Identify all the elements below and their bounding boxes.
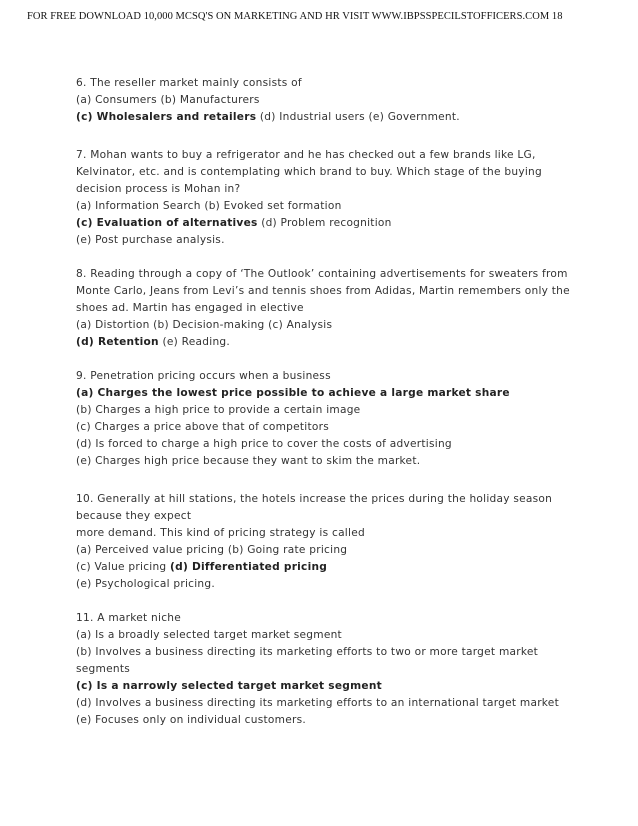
answer-highlight: (a) Charges the lowest price possible to achieve a large market share [76,387,510,399]
option-line: (b) Charges a high price to provide a certain image [76,404,361,416]
option-line: (d) Involves a business directing its marketing efforts to an international target market [76,697,559,709]
question-7 [76,147,576,249]
option-line: (d) Is forced to charge a high price to cover the costs of advertising [76,438,452,450]
option-line: (b) Involves a business directing its marketing efforts to two or more target market [76,646,539,658]
answer-highlight: (d) Differentiated pricing [170,561,328,573]
option-line: (a) Distortion (b) Decision-making (c) Analysis [76,319,333,331]
option-line [76,109,576,126]
question-text: decision process is Mohan in? [76,183,241,195]
question-text: 7. Mohan wants to buy a refrigerator and he has checked out a few brands like LG, [76,149,536,161]
answer-highlight: (d) Retention [76,336,159,348]
page-header: FOR FREE DOWNLOAD 10,000 MCSQ'S ON MARKETING AND HR VISIT WWW.IBPSSPECILSTOFFICERS.COM 18 [27,11,563,22]
question-text: 11. A market niche [76,612,182,624]
option-line [76,678,576,695]
option-line: (e) Focuses only on individual customers. [76,714,306,726]
option-line: (a) Information Search (b) Evoked set formation [76,200,342,212]
option-text: (d) Industrial users (e) Government. [256,111,460,123]
option-line: (c) Charges a price above that of competitors [76,421,329,433]
option-line [76,334,576,351]
question-text: 6. The reseller market mainly consists of [76,77,302,89]
question-text: shoes ad. Martin has engaged in elective [76,302,304,314]
option-line: (a) Is a broadly selected target market segment [76,629,342,641]
question-9 [76,368,576,470]
option-line [76,385,576,402]
question-text: 9. Penetration pricing occurs when a business [76,370,331,382]
option-line: (e) Psychological pricing. [76,578,215,590]
question-text: Monte Carlo, Jeans from Levi’s and tennis shoes from Adidas, Martin remembers only the [76,285,570,297]
answer-highlight: (c) Evaluation of alternatives [76,217,258,229]
option-line [76,215,576,232]
question-text: Kelvinator, etc. and is contemplating which brand to buy. Which stage of the buying [76,166,542,178]
question-6 [76,75,576,126]
option-line: (a) Consumers (b) Manufacturers [76,94,260,106]
question-11 [76,610,576,729]
answer-highlight: (c) Is a narrowly selected target market segment [76,680,382,692]
question-list [76,75,576,729]
option-line: (a) Perceived value pricing (b) Going rate pricing [76,544,348,556]
question-text: because they expect [76,510,192,522]
question-text: 8. Reading through a copy of ‘The Outlook’ containing advertisements for sweaters from [76,268,568,280]
answer-highlight: (c) Wholesalers and retailers [76,111,257,123]
question-text: 10. Generally at hill stations, the hotels increase the prices during the holiday season [76,493,553,505]
question-8 [76,266,576,351]
option-text: (d) Problem recognition [257,217,392,229]
option-line: (e) Charges high price because they want to skim the market. [76,455,421,467]
option-text: (e) Reading. [158,336,230,348]
question-10 [76,491,576,593]
question-text: more demand. This kind of pricing strategy is called [76,527,365,539]
option-line [76,559,576,576]
option-line: segments [76,663,130,675]
option-text: (c) Value pricing [76,561,171,573]
option-line: (e) Post purchase analysis. [76,234,225,246]
